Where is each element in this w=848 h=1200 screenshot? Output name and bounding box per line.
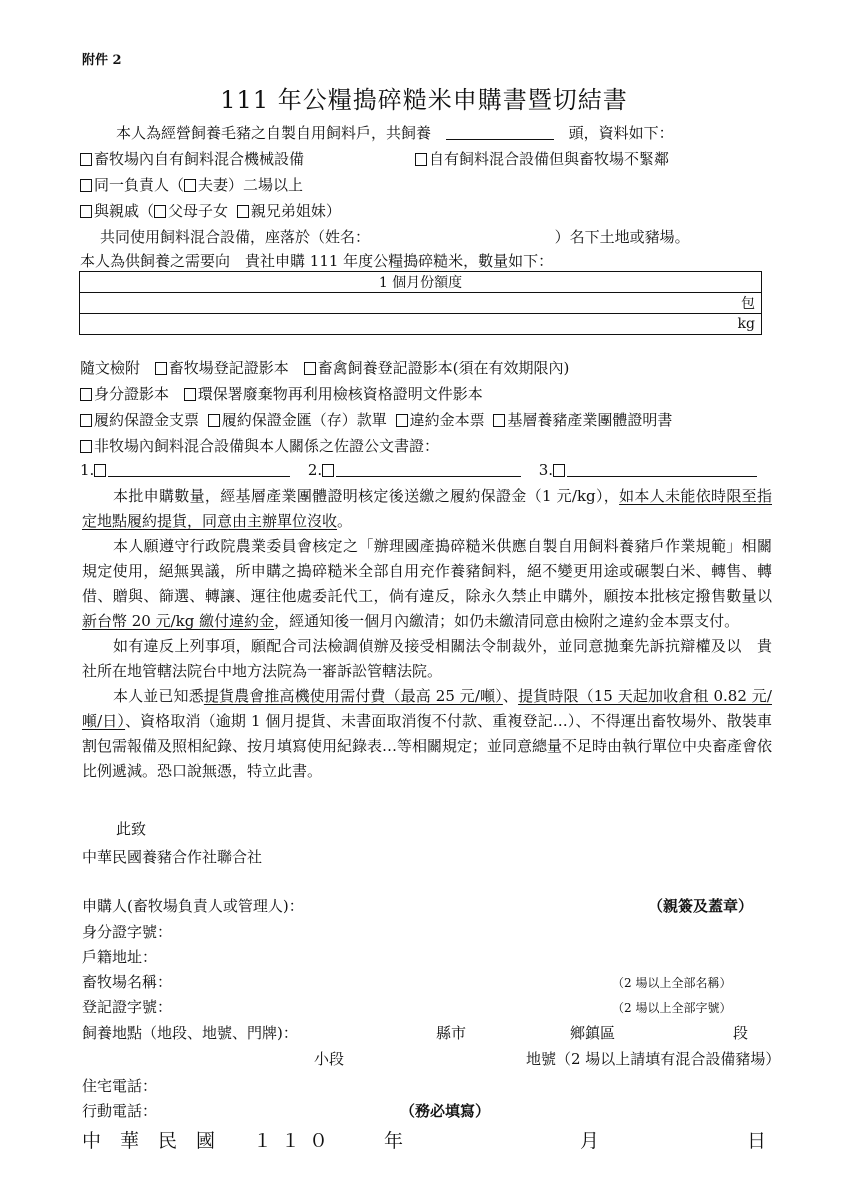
checkbox[interactable] — [80, 414, 92, 427]
recipient-org: 中華民國養豬合作社聯合社 — [82, 848, 263, 866]
evidence-field-1[interactable] — [108, 476, 290, 477]
township-label: 鄉鎮區 — [570, 1024, 616, 1042]
checkbox[interactable] — [80, 205, 92, 218]
checkbox[interactable] — [80, 440, 92, 453]
evidence-field-2[interactable] — [336, 476, 521, 477]
checkbox[interactable] — [553, 464, 565, 477]
required-note: （務必填寫） — [400, 1102, 491, 1120]
quantity-table — [79, 271, 762, 335]
paragraph-acknowledgement: 本人並已知悉提貨農會推高機使用需付費（最高 25 元/噸）、提貨時限（15 天起加收倉租 0.82 元/噸/日）、資格取消（逾期 1 個月提貨、未書面取消復不付款、重複登記…）、不得運出畜牧場外、散裝車割包需報備及照相紀錄、按月填寫使用紀錄表…等相關規定；並同意總量不足時由執行單位中央畜產會依比例遞減。恐口說無憑，特立此書。 — [82, 687, 773, 780]
checkbox-parents[interactable] — [154, 205, 166, 218]
intro-suffix: 頭，資料如下： — [568, 124, 674, 142]
closing-to: 此致 — [116, 820, 147, 838]
household-address-label: 戶籍地址： — [82, 948, 158, 966]
checkbox-spouse[interactable] — [184, 179, 196, 192]
paragraph-deposit: 本批申購數量，經基層產業團體證明核定後送繳之履約保證金（1 元/kg），如本人未能依時限至指定地點履約提貨，同意由主辦單位沒收。 — [82, 487, 772, 530]
checkbox[interactable] — [184, 388, 196, 401]
registration-number-label: 登記證字號： — [82, 998, 173, 1016]
id-number-label: 身分證字號： — [82, 923, 173, 941]
mobile-phone-label: 行動電話： — [82, 1102, 158, 1120]
intro-line — [116, 122, 674, 143]
checkbox[interactable] — [322, 464, 334, 477]
home-phone-label: 住宅電話： — [82, 1077, 158, 1095]
checkbox[interactable] — [415, 153, 427, 166]
option-not-adjacent[interactable]: 自有飼料混合設備但與畜牧場不緊鄰 — [415, 148, 669, 169]
page-title: 111 年公糧搗碎糙米申購書暨切結書 — [220, 86, 628, 114]
farm-location-label: 飼養地點（地段、地號、門牌)： — [82, 1024, 298, 1042]
applicant-label: 申購人(畜牧場負責人或管理人)： — [82, 897, 304, 915]
attachments-row-4: 非牧場內飼料混合設備與本人關係之佐證公文書證： — [80, 435, 439, 456]
farm-name-label: 畜牧場名稱： — [82, 973, 173, 991]
paragraph-legal: 如有違反上列事項，願配合司法檢調偵辦及接受相關法令制裁外，並同意拋棄先訴抗辯權及以 貴社所在地管轄法院台中地方法院為一審訴訟管轄法院。 — [82, 637, 772, 680]
attachments-row-1: 隨文檢附 畜牧場登記證影本 畜禽飼養登記證影本(須在有效期限內) — [80, 359, 570, 377]
registration-number-note: （2 場以上全部字號） — [612, 1001, 732, 1015]
quantity-kg-cell[interactable]: kg — [80, 314, 762, 335]
checkbox[interactable] — [80, 179, 92, 192]
checkbox[interactable] — [80, 388, 92, 401]
farm-name-note: （2 場以上全部名稱） — [612, 976, 732, 990]
option-machine[interactable]: 畜牧場內自有飼料混合機械設備 — [80, 148, 304, 169]
checkbox[interactable] — [94, 464, 106, 477]
intro-prefix: 本人為經營飼養毛豬之自製自用飼料戶，共飼養 — [116, 124, 432, 142]
checkbox-siblings[interactable] — [237, 205, 249, 218]
option-relatives[interactable]: 與親戚（ 父母子女 親兄弟姐妹） — [80, 200, 341, 221]
paragraph-compliance: 本人願遵守行政院農業委員會核定之「辦理國產搗碎糙米供應自製自用飼料養豬戶作業規範」相關規定使用，絕無異議，所申購之搗碎糙米全部自用充作養豬飼料，絕不變更用途或碾製白米、轉售、轉借、贈與、篩選、轉讓、運往他處委託代工，倘有違反，除永久禁止申購外，願按本批核定撥售數量以新台幣 20 元/kg 繳付違約金，經通知後一個月內繳清；如仍未繳清同意由檢附之違約金本票支付。 — [82, 537, 772, 630]
shared-equipment-line: 共同使用飼料混合設備，座落於（姓名： ）名下土地或豬場。 — [100, 228, 690, 246]
date-day-unit: 日 — [747, 1130, 767, 1152]
attachment-label: 附件 2 — [82, 53, 122, 68]
checkbox[interactable] — [304, 362, 316, 375]
body-paragraphs — [82, 484, 772, 784]
quantity-bags-cell[interactable]: 包 — [80, 293, 762, 314]
option-same-owner[interactable]: 同一負責人（ 夫妻）二場以上 — [80, 174, 303, 195]
evidence-lines: 1. 2. 3. — [80, 461, 757, 479]
checkbox[interactable] — [396, 414, 408, 427]
checkbox[interactable] — [208, 414, 220, 427]
checkbox[interactable] — [80, 153, 92, 166]
evidence-field-3[interactable] — [567, 476, 757, 477]
request-line: 本人為供飼養之需要向 貴社申購 111 年度公糧搗碎糙米，數量如下： — [80, 252, 554, 270]
quantity-table-header: 1 個月份額度 — [80, 272, 762, 293]
date-era: 中 華 民 國 — [82, 1130, 216, 1152]
date-year[interactable]: １１０ — [253, 1130, 338, 1152]
pig-count-field[interactable] — [446, 139, 554, 140]
checkbox[interactable] — [155, 362, 167, 375]
attachments-row-3: 履約保證金支票 履約保證金匯（存）款單 違約金本票 基層養豬產業團體證明書 — [80, 409, 672, 430]
county-label: 縣市 — [436, 1024, 467, 1042]
sign-note: （親簽及蓋章） — [648, 897, 754, 915]
checkbox[interactable] — [493, 414, 505, 427]
attachments-row-2: 身分證影本 環保署廢棄物再利用檢核資格證明文件影本 — [80, 383, 483, 404]
lot-label: 地號（2 場以上請填有混合設備豬場） — [526, 1050, 781, 1068]
subsection-label: 小段 — [314, 1050, 345, 1068]
date-month-unit: 月 — [580, 1130, 600, 1152]
date-year-unit: 年 — [384, 1130, 404, 1152]
section-label: 段 — [733, 1024, 749, 1042]
